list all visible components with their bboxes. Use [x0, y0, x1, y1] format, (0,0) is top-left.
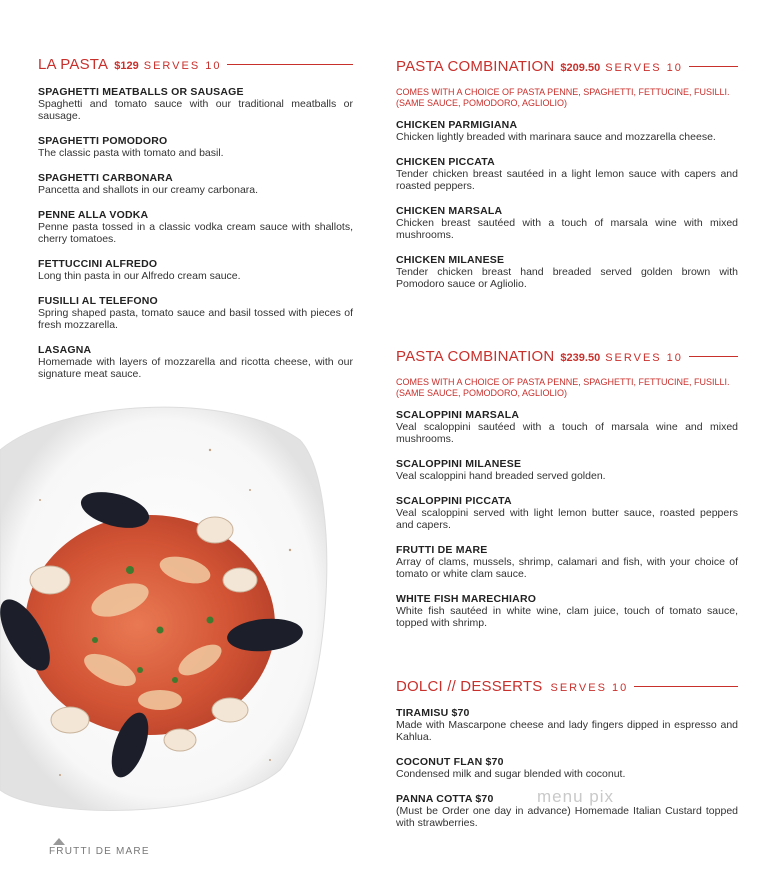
item-name: SPAGHETTI MEATBALLS OR SAUSAGE	[38, 86, 244, 98]
section-serves: SERVES 10	[143, 60, 222, 72]
watermark-logo: menu pix	[537, 787, 614, 806]
item-name: CHICKEN PICCATA	[396, 156, 495, 168]
item-name: COCONUT FLAN $70	[396, 756, 504, 768]
menu-item	[396, 593, 738, 629]
item-name: FUSILLI AL TELEFONO	[38, 295, 158, 307]
item-name: LASAGNA	[38, 344, 92, 356]
item-name: FETTUCCINI ALFREDO	[38, 258, 158, 270]
item-description: White fish sautéed in white wine, clam juice, touch of tomato sauce, topped with shrimp.	[396, 605, 738, 629]
divider-rule	[689, 66, 738, 67]
divider-rule	[689, 356, 738, 357]
menu-item	[396, 707, 738, 743]
item-name: SCALOPPINI MILANESE	[396, 458, 522, 470]
item-description: Veal scaloppini hand breaded served golden.	[396, 470, 606, 482]
frutti-de-mare-photo	[0, 380, 330, 820]
menu-item	[38, 172, 353, 196]
item-name: PENNE ALLA VODKA	[38, 209, 149, 221]
section-price: $239.50	[560, 352, 601, 364]
item-description: Spring shaped pasta, tomato sauce and basil tossed with pieces of fresh mozzarella.	[38, 307, 353, 331]
la-pasta-items	[38, 86, 353, 380]
item-name: SPAGHETTI POMODORO	[38, 135, 168, 147]
item-description: Veal scaloppini served with light lemon butter sauce, roasted peppers and capers.	[396, 507, 738, 531]
menu-item	[396, 458, 738, 482]
section-price: $209.50	[560, 62, 601, 74]
menu-item	[38, 209, 353, 245]
section-note: COMES WITH A CHOICE OF PASTA PENNE, SPAGHETTI, FETTUCINE, FUSILLI. (SAME SAUCE, POMODORO, AGLIOLIO)	[396, 87, 730, 108]
section-title: PASTA COMBINATION	[396, 58, 555, 75]
photo-caption: FRUTTI DE MARE	[49, 846, 150, 857]
item-name: SCALOPPINI PICCATA	[396, 495, 512, 507]
item-description: Pancetta and shallots in our creamy carbonara.	[38, 184, 259, 196]
item-description: Tender chicken breast hand breaded served golden brown with Pomodoro sauce or Agliolio.	[396, 266, 738, 290]
section-serves: SERVES 10	[605, 352, 683, 364]
item-name: FRUTTI DE MARE	[396, 544, 488, 556]
item-name: TIRAMISU $70	[396, 707, 470, 719]
menu-item	[396, 409, 738, 445]
section-serves: SERVES 10	[550, 682, 629, 694]
item-description: Chicken breast sautéed with a touch of marsala wine with mixed mushrooms.	[396, 217, 738, 241]
item-description: Veal scaloppini sautéed with a touch of marsala wine and mixed mushrooms.	[396, 421, 738, 445]
item-name: SPAGHETTI CARBONARA	[38, 172, 173, 184]
item-description: Array of clams, mussels, shrimp, calamari and fish, with your choice of tomato or white clam sauce.	[396, 556, 738, 580]
section-title: DOLCI // DESSERTS	[396, 678, 543, 695]
section-note: COMES WITH A CHOICE OF PASTA PENNE, SPAGHETTI, FETTUCINE, FUSILLI. (SAME SAUCE, POMODORO, AGLIOLIO)	[396, 377, 730, 398]
desserts-header	[396, 678, 738, 695]
menu-item	[38, 295, 353, 331]
menu-item	[396, 495, 738, 531]
la-pasta-section	[38, 56, 353, 380]
la-pasta-header	[38, 56, 353, 73]
menu-item	[38, 258, 353, 282]
menu-item	[396, 756, 738, 780]
item-name: CHICKEN MILANESE	[396, 254, 505, 266]
menu-item	[396, 119, 738, 143]
item-description: Chicken lightly breaded with marinara sauce and mozzarella cheese.	[396, 131, 716, 143]
pasta-combination-2-section	[396, 348, 738, 629]
item-name: CHICKEN PARMIGIANA	[396, 119, 518, 131]
item-name: CHICKEN MARSALA	[396, 205, 503, 217]
item-description: Long thin pasta in our Alfredo cream sauce.	[38, 270, 241, 282]
item-description: Homemade with layers of mozzarella and ricotta cheese, with our signature meat sauce.	[38, 356, 353, 380]
item-name: WHITE FISH MARECHIARO	[396, 593, 537, 605]
menu-item	[396, 254, 738, 290]
item-name: PANNA COTTA $70	[396, 793, 494, 805]
combo1-header	[396, 58, 738, 75]
menu-item	[396, 156, 738, 192]
item-description: Condensed milk and sugar blended with coconut.	[396, 768, 626, 780]
pasta-combination-1-section	[396, 58, 738, 290]
item-description: The classic pasta with tomato and basil.	[38, 147, 224, 159]
item-name: SCALOPPINI MARSALA	[396, 409, 520, 421]
item-description: Made with Mascarpone cheese and lady fingers dipped in espresso and Kahlua.	[396, 719, 738, 743]
section-serves: SERVES 10	[605, 62, 683, 74]
item-description: (Must be Order one day in advance) Homemade Italian Custard topped with strawberries.	[396, 805, 738, 829]
menu-item	[38, 344, 353, 380]
caption-marker-icon	[53, 838, 65, 845]
divider-rule	[227, 64, 353, 65]
divider-rule	[634, 686, 738, 687]
menu-item	[38, 135, 353, 159]
item-description: Penne pasta tossed in a classic vodka cream sauce with shallots, cherry tomatoes.	[38, 221, 353, 245]
section-price: $129	[114, 60, 139, 72]
item-description: Tender chicken breast sautéed in a light lemon sauce with capers and roasted peppers.	[396, 168, 738, 192]
section-title: PASTA COMBINATION	[396, 348, 555, 365]
section-title: LA PASTA	[38, 56, 109, 73]
menu-item	[396, 205, 738, 241]
menu-item	[396, 544, 738, 580]
item-description: Spaghetti and tomato sauce with our traditional meatballs or sausage.	[38, 98, 353, 122]
combo2-header	[396, 348, 738, 365]
menu-item	[38, 86, 353, 122]
